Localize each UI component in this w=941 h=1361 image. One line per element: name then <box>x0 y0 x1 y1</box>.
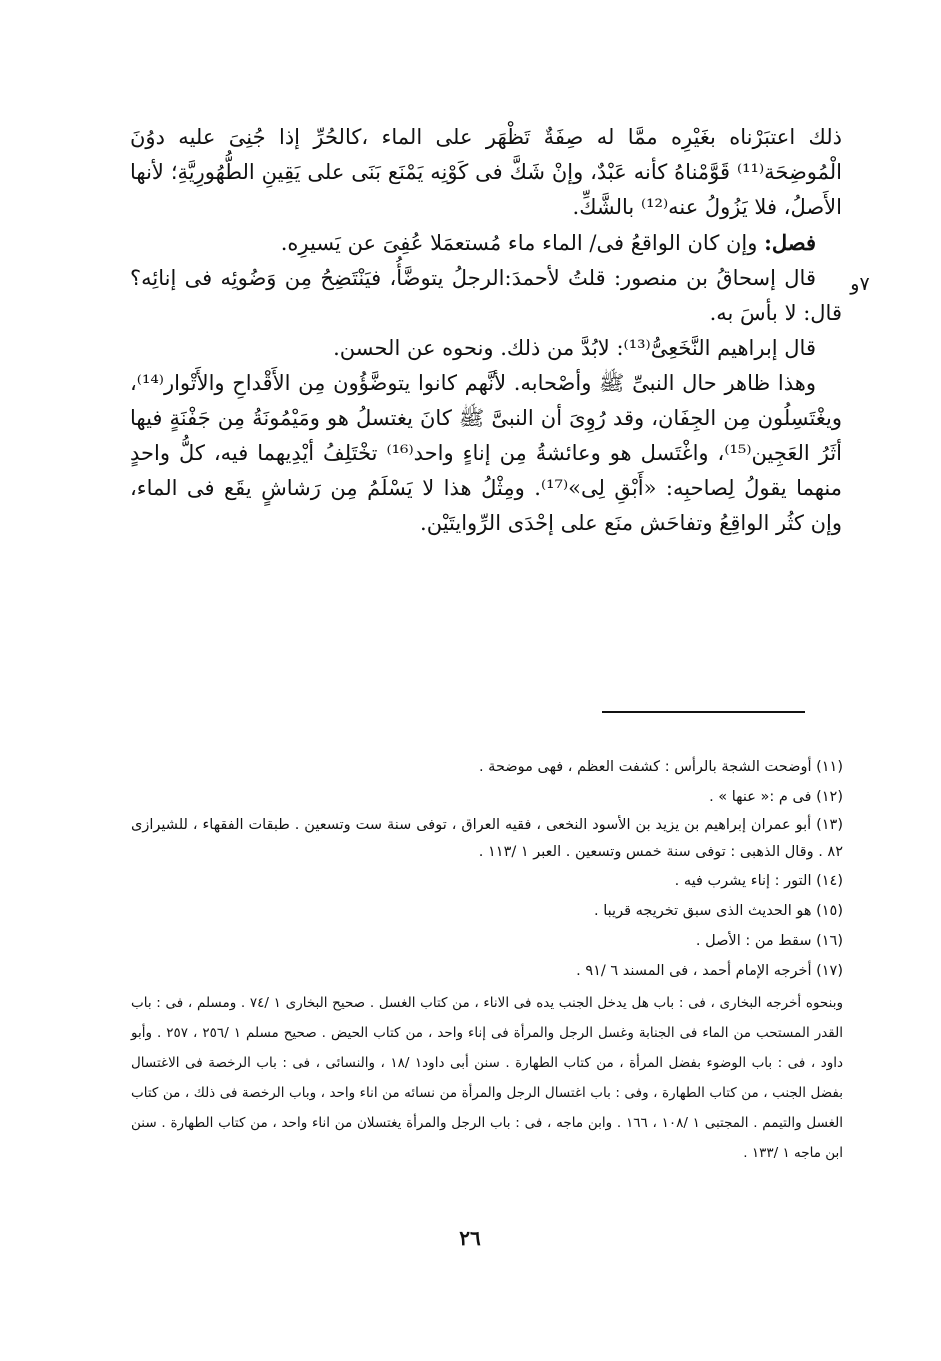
footnote-17-continuation: وبنحوه أخرجه البخارى ، فى : باب هل يدخل الجنب يده فى الاناء ، من كتاب الغسل . صحيح البخارى ١ /٧٤ . ومسلم ، فى : باب القدر المستحب من الماء فى الجنابة وغسل الرجل والمرأة فى إناء واحد ، من كتاب الحيض . صحيح مسلم ١ /٢٥٦ ، ٢٥٧ . وأبو داود ، فى : باب الوضوء بفضل المرأة ، من كتاب الطهارة . سنن أبى داود١ /١٨ ، والنسائى ، فى : باب الرخصة فى الاغتسال بفضل الجنب ، من كتاب الطهارة ، وفى : باب اغتسال الرجل والمرأة من نسائه من اناء واحد ، وباب الرخصة فى ذلك ، من كتاب الغسل والتيمم . المجتبى ١ /١٠٨ ، ١٦٦ . وابن ماجه ، فى : باب الرجل والمرأة يغتسلان من اناء واحد ، من كتاب الطهارة . سنن ابن ماجه ١ /١٣٣ . <box>131 995 843 1161</box>
footnote-12: (١٢) فى م :« عنها » . <box>709 789 843 805</box>
paragraph-4: وهذا ظاهر حال النبىِّ ﷺ وأصْحابه. لأنَّهم كانوا يتوضَّؤُون مِن الأَقْداحِ والأَتْوار⁽¹⁴⁾، ويغْتَسِلُون مِن الجِفَان، وقد رُوِىَ أن النبىَّ ﷺ كانَ يغتسلُ هو ومَيْمُونَةُ مِن جَفْنَةٍ فيها أثَرُ العَجِين⁽¹⁵⁾، واغْتَسل هو وعائشةُ مِن إناءٍ واحد⁽¹⁶⁾ تخْتَلِفُ أيْدِيهما فيه، كلُّ واحدٍ منهما يقولُ لِصاحبِه: «أَبْقِ لِى»⁽¹⁷⁾. ومِثْلُ هذا لا يَسْلَمُ مِن رَشاشٍ يقَع فى الماء، وإن كثُر الواقِعُ وتفاحَش منَع على إحْدَى الرِّوايتَيْن. <box>130 371 843 535</box>
margin-folio-marker: ٧و <box>850 273 870 295</box>
paragraph-3: قال إبراهيم النَّخَعِىُّ⁽¹³⁾: لابُدَّ من ذلك. ونحوه عن الحسن. <box>333 336 816 360</box>
fasl-heading: فصل: <box>764 230 816 255</box>
footnotes-section <box>131 752 843 1168</box>
footnote-13: (١٣) أبو عمران إبراهيم بن يزيد بن الأسود النخعى ، فقيه العراق ، توفى سنة ست وتسعين . طبقات الفقهاء ، للشيرازى ٨٢ . وقال الذهبى : توفى سنة خمس وتسعين . العبر ١ /١١٣ . <box>131 817 843 860</box>
paragraph-2: قال إسحاقُ بن منصور: قلتُ لأحمدَ:الرجلُ يتوضَّأُ، فيَنْتَضِحُ مِن وَضُوئِه فى إنائِه؟ قال: لا بأسَ به. <box>130 266 842 325</box>
paragraph-1: ذلك اعتبَرْناه بغَيْرِه ممَّا له صِفَةٌ تَظْهَر على الماء ،كالحُرِّ إذا جُنِىَ عليه دوُنَ الْمُوضِحَة⁽¹¹⁾ قَوَّمْناهُ كأنه عَبْدٌ، وإنْ شَكَّ فى كَوْنِه يَمْنَع بَنَى على يَقِينِ الطُّهُورِيَّةِ؛ لأنها الأَصلُ، فلا يَزُولُ عنه⁽¹²⁾ بالشَّكِّ. <box>130 125 842 219</box>
footnote-14: (١٤) التور : إناء يشرب فيه . <box>674 873 843 889</box>
footnote-16: (١٦) سقط من : الأصل . <box>695 933 843 949</box>
footnote-17: (١٧) أخرجه الإمام أحمد ، فى المسند ٦ /٩١ . <box>576 963 843 979</box>
fasl-text: وإن كان الواقعُ فى/ الماء ماء مُستعمَلا عُفِىَ عن يَسيرِه. <box>280 231 758 255</box>
page-number: ٢٦ <box>459 1226 481 1250</box>
footnote-11: (١١) أوضحت الشجة بالرأس : كشفت العظم ، فهى موضحة . <box>478 759 843 775</box>
main-text-body <box>130 120 842 541</box>
footnote-15: (١٥) هو الحديث الذى سبق تخريجه قريبا . <box>594 903 843 919</box>
footnote-separator <box>602 711 805 713</box>
fasl-paragraph <box>130 225 842 261</box>
